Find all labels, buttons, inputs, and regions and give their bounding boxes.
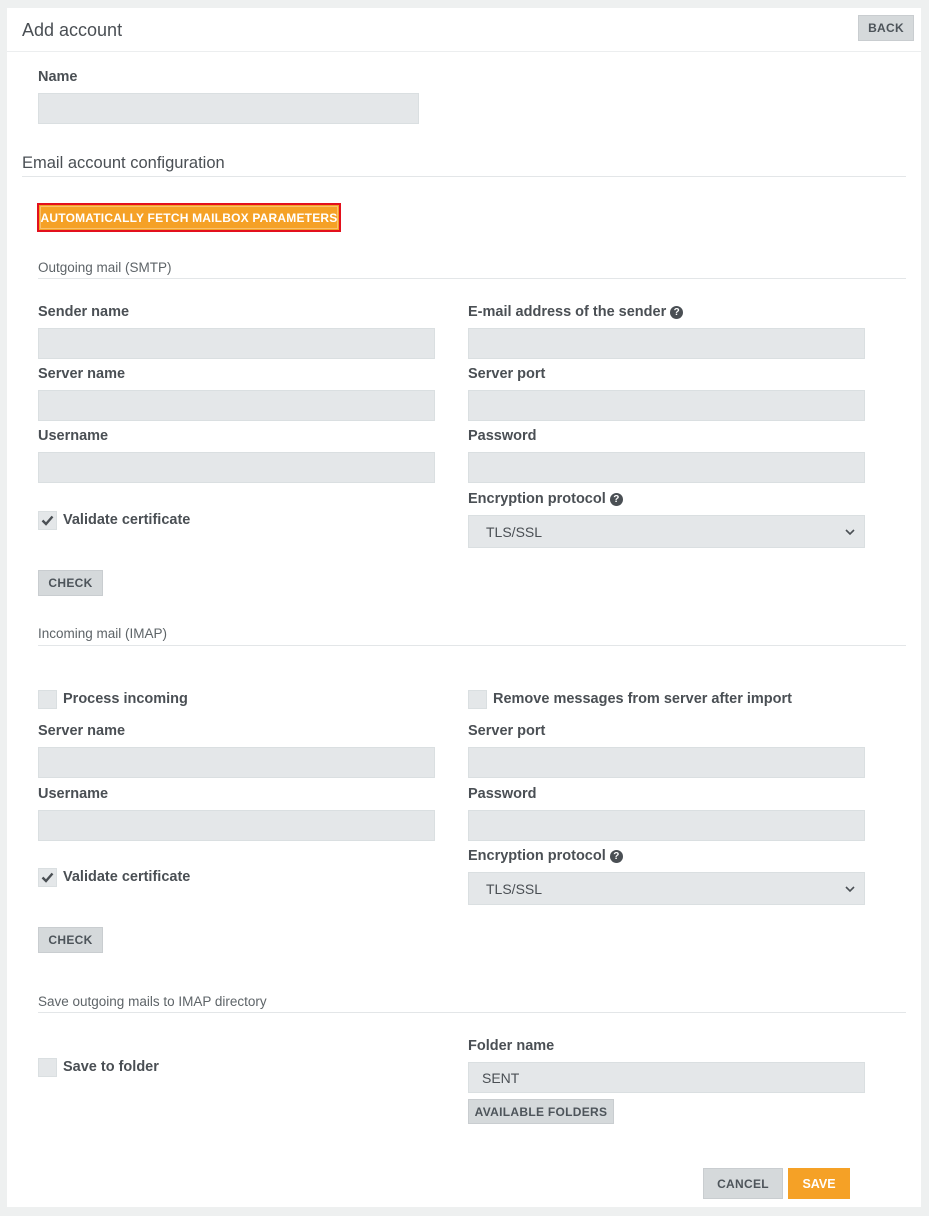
back-button[interactable]: BACK bbox=[858, 15, 914, 41]
question-circle-icon[interactable]: ? bbox=[670, 306, 683, 319]
name-input[interactable] bbox=[38, 93, 419, 124]
save-outgoing-divider bbox=[38, 1012, 906, 1013]
imap-server-port-label: Server port bbox=[468, 723, 546, 739]
process-incoming-checkbox[interactable] bbox=[38, 690, 57, 709]
smtp-password-label: Password bbox=[468, 428, 537, 444]
imap-server-name-input[interactable] bbox=[38, 747, 435, 778]
question-circle-icon[interactable]: ? bbox=[610, 850, 623, 863]
checkmark-icon bbox=[41, 515, 54, 526]
imap-server-name-label: Server name bbox=[38, 723, 126, 739]
imap-section-title: Incoming mail (IMAP) bbox=[38, 626, 168, 641]
process-incoming-label: Process incoming bbox=[63, 691, 188, 707]
folder-name-label: Folder name bbox=[468, 1038, 555, 1054]
imap-server-port-input[interactable] bbox=[468, 747, 865, 778]
smtp-encryption-label bbox=[468, 491, 623, 507]
email-config-divider bbox=[22, 176, 906, 177]
add-account-panel bbox=[7, 8, 921, 1207]
imap-check-button[interactable]: CHECK bbox=[38, 927, 103, 953]
smtp-username-label: Username bbox=[38, 428, 109, 444]
smtp-validate-certificate-label: Validate certificate bbox=[63, 512, 191, 528]
smtp-section-title: Outgoing mail (SMTP) bbox=[38, 260, 172, 275]
smtp-sender-email-label bbox=[468, 304, 683, 320]
imap-encryption-label-text: Encryption protocol bbox=[468, 848, 606, 864]
remove-messages-checkbox[interactable] bbox=[468, 690, 487, 709]
save-to-folder-label: Save to folder bbox=[63, 1059, 159, 1075]
smtp-encryption-select[interactable] bbox=[468, 515, 865, 548]
imap-divider bbox=[38, 645, 906, 646]
imap-username-label: Username bbox=[38, 786, 109, 802]
smtp-check-button[interactable]: CHECK bbox=[38, 570, 103, 596]
save-button[interactable]: SAVE bbox=[788, 1168, 850, 1199]
name-label: Name bbox=[38, 69, 78, 85]
smtp-server-name-label: Server name bbox=[38, 366, 126, 382]
remove-messages-label: Remove messages from server after import bbox=[493, 691, 792, 707]
checkmark-icon bbox=[41, 872, 54, 883]
chevron-down-icon bbox=[844, 883, 856, 895]
header-divider bbox=[7, 51, 921, 52]
imap-password-input[interactable] bbox=[468, 810, 865, 841]
imap-encryption-value: TLS/SSL bbox=[486, 880, 543, 897]
cancel-button[interactable]: CANCEL bbox=[703, 1168, 783, 1199]
page-title: Add account bbox=[22, 20, 123, 40]
smtp-server-port-input[interactable] bbox=[468, 390, 865, 421]
smtp-username-input[interactable] bbox=[38, 452, 435, 483]
chevron-down-icon bbox=[844, 526, 856, 538]
imap-validate-certificate-checkbox[interactable] bbox=[38, 868, 57, 887]
imap-password-label: Password bbox=[468, 786, 537, 802]
folder-name-input[interactable] bbox=[468, 1062, 865, 1093]
imap-validate-certificate-label: Validate certificate bbox=[63, 869, 191, 885]
smtp-sender-name-input[interactable] bbox=[38, 328, 435, 359]
save-to-folder-checkbox[interactable] bbox=[38, 1058, 57, 1077]
email-config-title: Email account configuration bbox=[22, 154, 225, 172]
question-circle-icon[interactable]: ? bbox=[610, 493, 623, 506]
smtp-sender-email-label-text: E-mail address of the sender bbox=[468, 304, 667, 320]
imap-username-input[interactable] bbox=[38, 810, 435, 841]
smtp-encryption-value: TLS/SSL bbox=[486, 523, 543, 540]
smtp-server-name-input[interactable] bbox=[38, 390, 435, 421]
fetch-mailbox-parameters-button[interactable]: AUTOMATICALLY FETCH MAILBOX PARAMETERS bbox=[37, 203, 341, 232]
smtp-validate-certificate-checkbox[interactable] bbox=[38, 511, 57, 530]
smtp-encryption-label-text: Encryption protocol bbox=[468, 491, 606, 507]
smtp-password-input[interactable] bbox=[468, 452, 865, 483]
available-folders-button[interactable]: AVAILABLE FOLDERS bbox=[468, 1099, 614, 1124]
smtp-server-port-label: Server port bbox=[468, 366, 546, 382]
smtp-sender-email-input[interactable] bbox=[468, 328, 865, 359]
imap-encryption-label bbox=[468, 848, 623, 864]
smtp-divider bbox=[38, 278, 906, 279]
save-outgoing-title: Save outgoing mails to IMAP directory bbox=[38, 994, 267, 1009]
imap-encryption-select[interactable] bbox=[468, 872, 865, 905]
smtp-sender-name-label: Sender name bbox=[38, 304, 130, 320]
